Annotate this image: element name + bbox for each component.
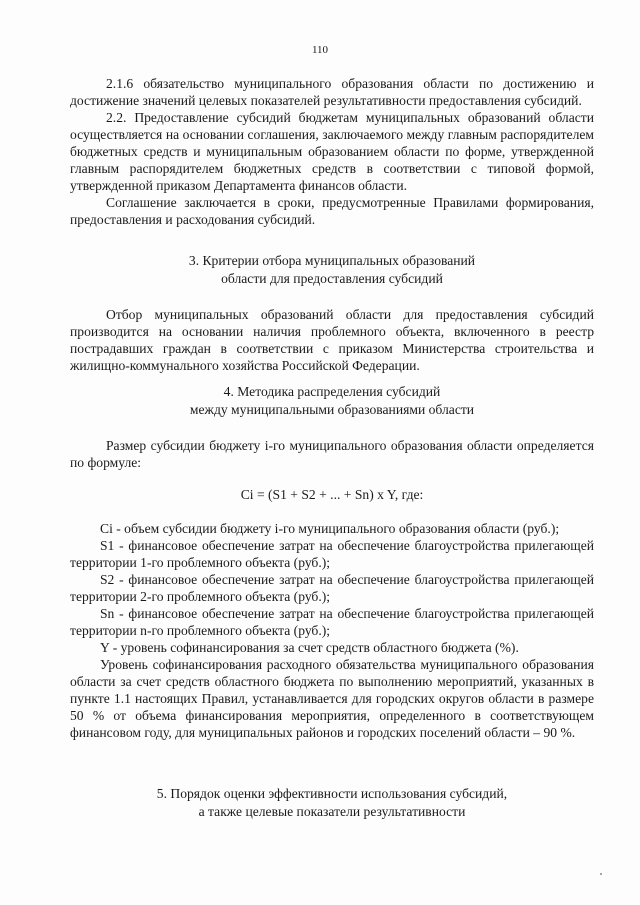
cofinancing-level-paragraph: Уровень софинансирования расходного обязательства муниципального образования области за счет средств областного бюджета по выполнению мероприятий, указанных в пункте 1.1 настоящих Правил, устанавливается для городских округов области в размере 50 % от объема финансирования мероприятия, определенного в соответствующем финансовом году, для муниципальных районов и городских поселений области – 90 %.: [70, 657, 594, 740]
section-3-heading-line-1: 3. Критерии отбора муниципальных образований: [188, 253, 476, 268]
section-2-items: [70, 75, 594, 228]
section-5-heading-line-2: а также целевые показатели результативности: [198, 804, 466, 819]
formula-intro-paragraph: Размер субсидии бюджету i-го муниципального образования области определяется по формуле:: [70, 438, 594, 470]
definition-sn: Sn - финансовое обеспечение затрат на обеспечение благоустройства прилегающей территории n-го проблемного объекта (руб.);: [70, 606, 594, 638]
paragraph-agreement-terms: Соглашение заключается в сроки, предусмотренные Правилами формирования, предоставления и расходования субсидий.: [70, 195, 594, 227]
definition-s2: S2 - финансовое обеспечение затрат на обеспечение благоустройства прилегающей территории 2-го проблемного объекта (руб.);: [70, 572, 594, 604]
definition-s1: S1 - финансовое обеспечение затрат на обеспечение благоустройства прилегающей территории 1-го проблемного объекта (руб.);: [70, 538, 594, 570]
section-4-intro: [70, 437, 594, 471]
page-number: 110: [311, 44, 329, 56]
section-5-heading-line-1: 5. Порядок оценки эффективности использования субсидий,: [156, 786, 508, 801]
scan-speck: [600, 873, 602, 875]
definition-y: Y - уровень софинансирования за счет средств областного бюджета (%).: [100, 640, 519, 655]
section-3-heading-line-2: области для предоставления субсидий: [221, 271, 443, 286]
section-5-heading: [70, 785, 594, 821]
selection-criteria-paragraph: Отбор муниципальных образований области для предоставления субсидий производится на основании наличия проблемного объекта, включенного в реестр пострадавших граждан в соответствии с приказом Министерства строительства и жилищно-коммунального хозяйства Российской Федерации.: [70, 307, 594, 373]
section-4-heading-line-1: 4. Методика распределения субсидий: [223, 384, 441, 399]
paragraph-2-2: 2.2. Предоставление субсидий бюджетам муниципальных образований области осуществляется на основании соглашения, заключаемого между главным распорядителем бюджетных средств и муниципальным образованием области по форме, утвержденной главным распорядителем бюджетных средств в соответствии с типовой формой, утвержденной приказом Департамента финансов области.: [70, 110, 594, 193]
section-4-heading: [70, 383, 594, 419]
section-3-body: [70, 306, 594, 374]
definition-ci: Ci - объем субсидии бюджету i-го муниципального образования области (руб.);: [100, 521, 560, 536]
paragraph-2-1-6: 2.1.6 обязательство муниципального образования области по достижению и достижение значений целевых показателей результативности предоставления субсидий.: [70, 76, 594, 108]
subsidy-formula: Ci = (S1 + S2 + ... + Sn) x Y, где:: [240, 487, 424, 502]
section-4-heading-line-2: между муниципальными образованиями области: [189, 402, 475, 417]
section-3-heading: [70, 252, 594, 288]
formula-definitions: [70, 520, 594, 741]
